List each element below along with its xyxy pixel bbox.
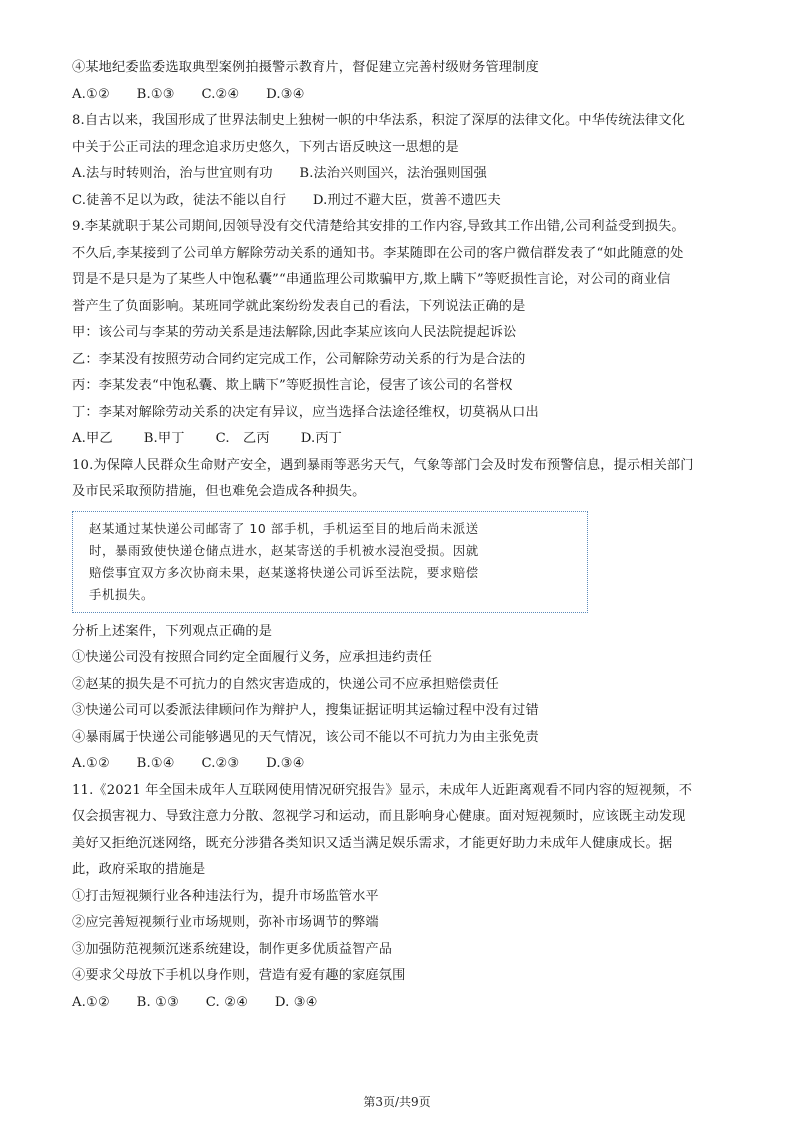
q9-statement-bing: 丙：李某发表“中饱私囊、欺上瞒下”等贬损性言论，侵害了该公司的名誉权 (72, 378, 513, 393)
page-number: 第3页/共9页 (363, 1095, 431, 1109)
q10-case-line-4: 手机损失。 (89, 586, 154, 602)
q11-option-2: ②应完善短视频行业市场规则，弥补市场调节的弊端 (72, 915, 379, 930)
q7-option-4: ④某地纪委监委选取典型案例拍摄警示教育片，督促建立完善村级财务管理制度 (72, 60, 539, 75)
q11-stem-line-1: 11.《2021 年全国未成年人互联网使用情况研究报告》显示，未成年人近距离观看不同内容的短视频，不 (72, 782, 693, 798)
q10-case-line-3: 赔偿事宜双方多次协商未果，赵某遂将快递公司诉至法院，要求赔偿 (89, 564, 479, 580)
q11-answer-choices: A.①② B. ①③ C. ②④ D. ③④ (72, 994, 318, 1010)
q8-stem-line-2: 中关于公正司法的理念追求历史悠久，下列古语反映这一思想的是 (72, 139, 459, 155)
q11-stem-line-4: 此，政府采取的措施是 (72, 862, 206, 877)
q11-option-1: ①打击短视频行业各种违法行为，提升市场监管水平 (72, 888, 379, 904)
q11-stem-line-2: 仅会损害视力、导致注意力分散、忽视学习和运动，而且影响身心健康。面对短视频时，应该既主动发现 (72, 809, 686, 824)
q11-stem-line-3: 美好又拒绝沉迷网络，既充分涉猎各类知识又适当满足娱乐需求，才能更好助力未成年人健康成长。据 (72, 835, 673, 851)
q9-stem-line-4: 誉产生了负面影响。某班同学就此案纷纷发表自己的看法，下列说法正确的是 (72, 298, 526, 314)
q11-option-3: ③加强防范视频沉迷系统建设，制作更多优质益智产品 (72, 941, 393, 957)
q10-stem-line-2: 及市民采取预防措施，但也难免会造成各种损失。 (72, 484, 366, 499)
q9-stem-line-1: 9.李某就职于某公司期间,因领导没有交代清楚给其安排的工作内容,导致其工作出错,公司利益受到损失。 (72, 219, 685, 234)
q9-stem-line-3: 罚是不是只是为了某些人中饱私囊”“串通监理公司欺骗甲方,欺上瞒下”等贬损性言论，对公司的商业信 (72, 272, 671, 287)
q8-options-ab: A.法与时转则治，治与世宜则有功 B.法治兴则国兴，法治强则国强 (72, 166, 487, 181)
q10-option-4: ④暴雨属于快递公司能够遇见的天气情况，该公司不能以不可抗力为由主张免责 (72, 729, 539, 745)
q9-answer-choices: A.甲乙 B.甲丁 C. 乙丙 D.丙丁 (72, 431, 342, 446)
q8-stem-line-1: 8.自古以来，我国形成了世界法制史上独树一帜的中华法系，积淀了深厚的法律文化。中华传统法律文化 (72, 113, 686, 128)
q10-answer-choices: A.①② B.①④ C.②③ D.③④ (72, 756, 305, 771)
q11-option-4: ④要求父母放下手机以身作则，营造有爱有趣的家庭氛围 (72, 968, 406, 983)
q10-option-1: ①快递公司没有按照合同约定全面履行义务，应承担违约责任 (72, 650, 433, 665)
q8-options-cd: C.徒善不足以为政，徒法不能以自行 D.刑过不避大臣，赏善不遗匹夫 (72, 192, 501, 208)
q10-option-3: ③快递公司可以委派法律顾问作为辩护人，搜集证据证明其运输过程中没有过错 (72, 703, 539, 718)
q10-case-box (72, 511, 588, 613)
q10-case-line-2: 时，暴雨致使快递仓储点进水，赵某寄送的手机被水浸泡受损。因就 (89, 542, 479, 558)
q10-option-2: ②赵某的损失是不可抗力的自然灾害造成的，快递公司不应承担赔偿责任 (72, 676, 499, 692)
q7-answer-choices: A.①② B.①③ C.②④ D.③④ (72, 86, 305, 102)
q9-statement-ding: 丁：李某对解除劳动关系的决定有异议，应当选择合法途径维权，切莫祸从口出 (72, 404, 539, 420)
q9-stem-line-2: 不久后,李某接到了公司单方解除劳动关系的通知书。李某随即在公司的客户微信群发表了“如此随意的处 (72, 245, 684, 261)
q9-statement-jia: 甲：该公司与李某的劳动关系是违法解除,因此李某应该向人民法院提起诉讼 (72, 325, 517, 340)
exam-page (72, 55, 732, 1016)
q9-statement-yi: 乙：李某没有按照劳动合同约定完成工作，公司解除劳动关系的行为是合法的 (72, 351, 526, 367)
q10-case-line-1: 赵某通过某快递公司邮寄了 10 部手机，手机运至目的地后尚未派送 (89, 520, 479, 536)
q10-stem-line-1: 10.为保障人民群众生命财产安全，遇到暴雨等恶劣天气，气象等部门会及时发布预警信息，提示相关部门 (72, 457, 694, 473)
q10-prompt: 分析上述案件，下列观点正确的是 (72, 623, 273, 639)
